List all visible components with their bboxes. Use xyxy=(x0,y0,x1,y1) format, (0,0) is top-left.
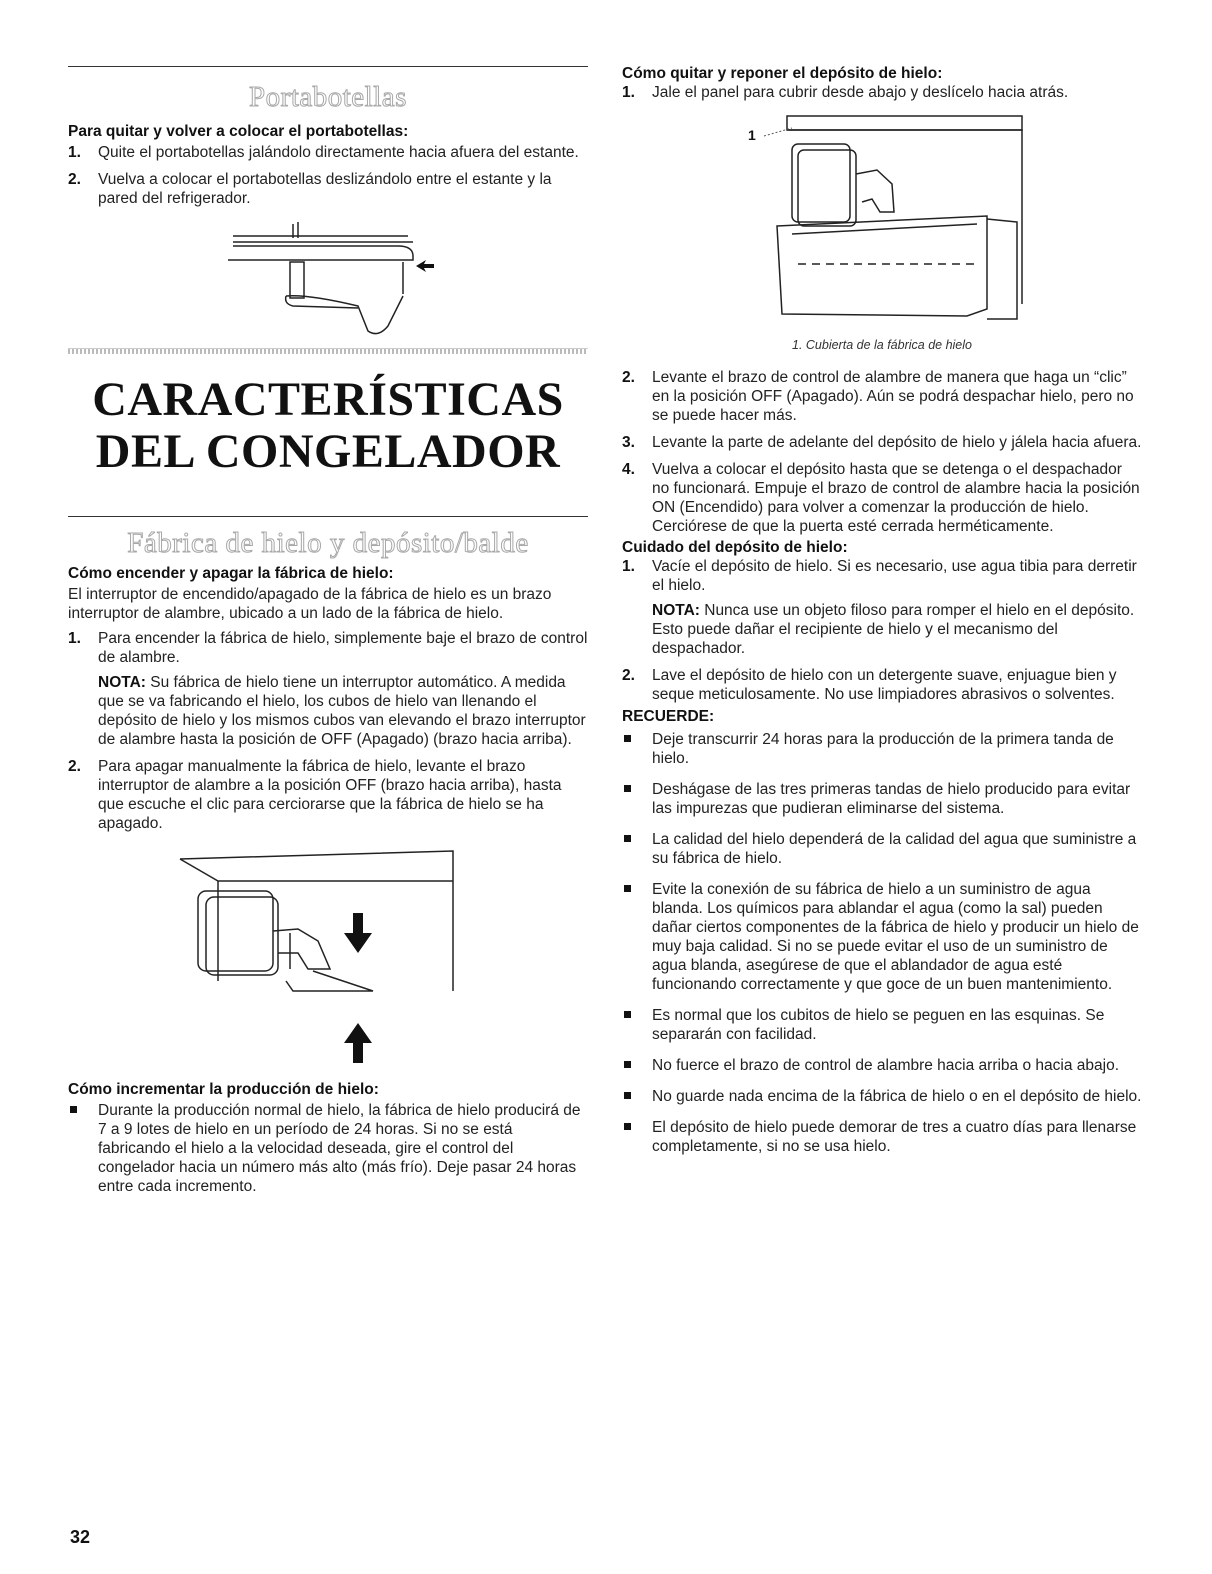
list-item: Es normal que los cubitos de hielo se peguen en las esquinas. Se separarán con facilidad. xyxy=(622,1006,1142,1044)
section-rule xyxy=(68,66,588,67)
subheading-bin-care: Cuidado del depósito de hielo: xyxy=(622,539,848,556)
list-item: 3. Levante la parte de adelante del depósito de hielo y jálela hacia afuera. xyxy=(622,434,1142,451)
list-item: 2. Para apagar manualmente la fábrica de hielo, levante el brazo interruptor de alambre a la posición OFF (brazo hacia arriba), hasta que escuche el clic para cerciorarse que la fábrica de hielo se ha apagado. xyxy=(68,758,562,832)
list-item: 1. Vacíe el depósito de hielo. Si es necesario, use agua tibia para derretir el hielo. xyxy=(622,558,1137,594)
list-item: Durante la producción normal de hielo, la fábrica de hielo producirá de 7 a 9 lotes de hielo en un período de 24 horas. Si no se está fabricando el hielo a la velocidad deseada, gire el control del congelador hacia un número más alto (más frío). Deje pasar 24 horas entre cada incremento. xyxy=(68,1101,588,1196)
right-column xyxy=(622,64,1142,1168)
list-item: Evite la conexión de su fábrica de hielo a un suministro de agua blanda. Los químicos para ablandar el agua (como la sal) pueden dañar ciertos componentes de la fábrica de hielo y producir un hielo de muy baja calidad. Si no se puede evitar el uso de un suministro de agua blanda, asegúrese de que el ablandador de agua esté funcionando correctamente y que goce de un buen mantenimiento. xyxy=(622,880,1142,994)
note: NOTA: Nunca use un objeto filoso para romper el hielo en el depósito. Esto puede dañar el recipiente de hielo y el mecanismo del despachador. xyxy=(652,602,1135,657)
list-item: La calidad del hielo dependerá de la calidad del agua que suministre a su fábrica de hielo. xyxy=(622,830,1142,868)
section-heading-ice-maker: Fábrica de hielo y depósito/balde xyxy=(127,527,529,559)
bottle-holder-illustration xyxy=(68,216,588,336)
chapter-title-line-2: DEL CONGELADOR xyxy=(95,425,561,478)
list-item: 2. Vuelva a colocar el portabotellas deslizándolo entre el estante y la pared del refrigerador. xyxy=(68,171,552,207)
ice-maker-illustration xyxy=(68,841,588,1076)
page-number: 32 xyxy=(70,1527,91,1547)
figure-callout: 1 xyxy=(748,127,756,143)
list-item: No fuerce el brazo de control de alambre hacia arriba o hacia abajo. xyxy=(622,1056,1142,1075)
remember-heading: RECUERDE: xyxy=(622,708,715,725)
section-heading-bottle-holder: Portabotellas xyxy=(249,81,407,113)
figure-caption: 1. Cubierta de la fábrica de hielo xyxy=(792,338,972,352)
intro-paragraph: El interruptor de encendido/apagado de la fábrica de hielo es un brazo interruptor de alambre, ubicado a un lado de la fábrica de hielo. xyxy=(68,586,552,622)
remove-bin-steps xyxy=(622,368,1142,536)
subheading-bottle-holder: Para quitar y volver a colocar el portabotellas: xyxy=(68,123,409,140)
ice-bin-illustration xyxy=(622,104,1142,324)
list-item: 4. Vuelva a colocar el depósito hasta que se detenga o el despachador no funcionará. Empuje el brazo de control de alambre hacia la posición ON (Encendido) para volver a comenzar la producción de hielo. Cerciórese de que la puerta esté cerrada herméticamente. xyxy=(622,461,1140,535)
list-item: Deshágase de las tres primeras tandas de hielo producido para evitar las impurezas que pudieran eliminarse del sistema. xyxy=(622,780,1142,818)
list-item: El depósito de hielo puede demorar de tres a cuatro días para llenarse completamente, si no se usa hielo. xyxy=(622,1118,1142,1156)
chapter-title xyxy=(68,374,588,478)
bottle-holder-steps xyxy=(68,143,588,208)
list-item: Deje transcurrir 24 horas para la producción de la primera tanda de hielo. xyxy=(622,730,1142,768)
list-item: 1. Quite el portabotellas jalándolo directamente hacia afuera del estante. xyxy=(68,144,579,161)
remember-list xyxy=(622,730,1142,1156)
list-item: 1. Para encender la fábrica de hielo, simplemente baje el brazo de control de alambre. xyxy=(68,630,588,666)
divider xyxy=(68,348,588,354)
list-item: 2. Lave el depósito de hielo con un detergente suave, enjuague bien y seque meticulosamente. No use limpiadores abrasivos o solventes. xyxy=(622,667,1117,703)
subheading-on-off: Cómo encender y apagar la fábrica de hielo: xyxy=(68,565,394,582)
list-item: 1. Jale el panel para cubrir desde abajo y deslícelo hacia atrás. xyxy=(622,84,1069,101)
list-item: 2. Levante el brazo de control de alambre de manera que haga un “clic” en la posición OFF (Apagado). Aún se podrá despachar hielo, pero no se puede hacer más. xyxy=(622,369,1134,424)
section-rule xyxy=(68,516,588,517)
left-column xyxy=(68,66,588,1204)
note: NOTA: Su fábrica de hielo tiene un interruptor automático. A medida que se va fabricando el hielo, los cubos de hielo van llenando el depósito de hielo y los mismos cubos van elevando el brazo interruptor de alambre hasta la posición de OFF (Apagado) (brazo hacia arriba). xyxy=(98,674,586,748)
list-item: No guarde nada encima de la fábrica de hielo o en el depósito de hielo. xyxy=(622,1087,1142,1106)
chapter-title-line-1: CARACTERÍSTICAS xyxy=(92,373,564,426)
subheading-increase-production: Cómo incrementar la producción de hielo: xyxy=(68,1081,379,1098)
subheading-remove-bin: Cómo quitar y reponer el depósito de hielo: xyxy=(622,65,943,82)
